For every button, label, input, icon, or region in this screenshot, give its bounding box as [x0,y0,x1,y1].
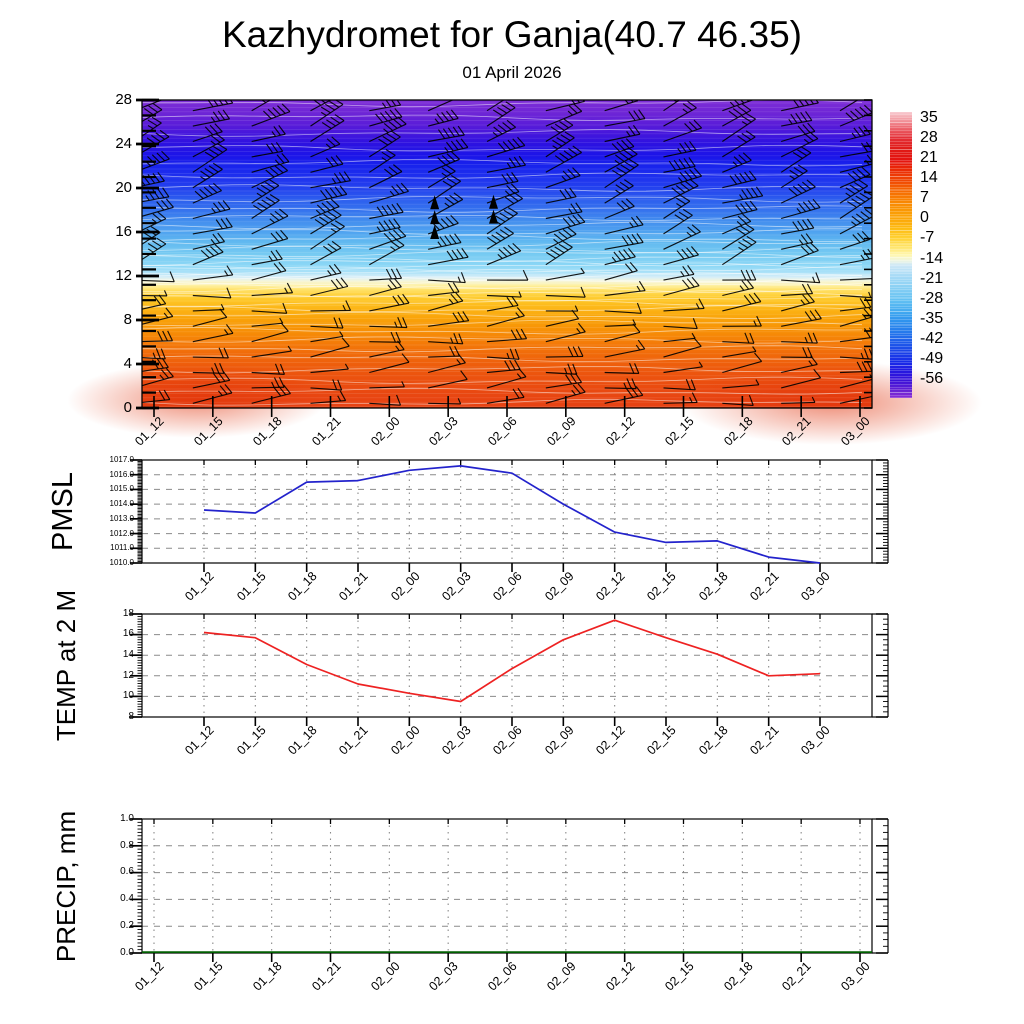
temp-plot [142,614,892,717]
colorbar-tick-label: -7 [920,229,935,247]
x-tick-label: 02_15 [661,959,697,994]
x-tick-label: 03_00 [838,959,873,994]
y-tick-label: 1015.0 [109,484,134,494]
y-tick-label: 4 [123,355,132,372]
y-tick-label: 0.0 [120,946,134,958]
y-tick-label: 18 [122,607,134,619]
cross-section-plot [142,100,872,408]
x-tick-label: 02_15 [661,414,697,449]
colorbar-tick-label: 21 [920,148,938,166]
x-tick-label: 01_15 [233,569,269,604]
colorbar-tick-label: 7 [920,189,929,207]
x-tick-label: 02_06 [485,959,520,994]
y-tick-label: 1011.0 [110,543,134,553]
x-tick-label: 02_09 [541,723,577,758]
x-tick-label: 02_00 [387,569,423,604]
x-tick-label: 01_21 [308,959,344,994]
x-tick-label: 02_09 [544,959,579,994]
x-tick-label: 02_12 [603,414,638,449]
y-tick-label: 0.2 [120,920,134,931]
x-tick-label: 01_21 [336,723,371,758]
y-tick-label: 0.4 [120,893,134,905]
y-tick-label: 0.8 [120,839,134,851]
colorbar-tick-label: -42 [920,330,944,348]
x-tick-label: 02_15 [644,569,679,604]
x-tick-label: 01_21 [336,569,371,604]
x-tick-label: 03_00 [798,569,833,604]
x-tick-label: 01_15 [191,959,226,994]
colorbar-tick-label: -14 [920,249,944,267]
y-tick-label: 1012.0 [109,528,134,538]
x-tick-label: 02_03 [426,959,462,994]
precip-plot [142,819,892,953]
y-tick-label: 0 [123,399,132,416]
x-tick-label: 02_09 [541,569,577,604]
y-tick-label: 20 [115,179,132,196]
pmsl-plot [142,460,892,563]
y-tick-label: 24 [115,135,132,152]
x-tick-label: 02_12 [593,723,628,758]
colorbar-tick-label: -28 [920,289,944,307]
x-tick-label: 03_00 [838,414,873,449]
x-tick-label: 02_18 [695,569,731,604]
x-tick-label: 02_21 [779,414,815,449]
x-tick-label: 02_18 [695,723,731,758]
x-tick-label: 01_15 [233,723,269,758]
x-tick-label: 01_15 [191,414,226,449]
x-tick-label: 02_21 [747,723,782,758]
x-tick-label: 01_12 [182,723,217,758]
x-tick-label: 01_18 [250,959,285,994]
x-tick-label: 02_12 [593,569,628,604]
x-tick-label: 02_06 [490,569,525,604]
y-tick-label: 10 [122,690,134,702]
x-tick-label: 01_12 [182,569,217,604]
x-tick-label: 02_00 [387,723,423,758]
colorbar-tick-label: 35 [920,108,938,126]
y-tick-label: 16 [115,223,132,240]
temperature-colorbar [890,112,912,398]
colorbar-tick-label: -49 [920,350,944,368]
x-tick-label: 02_09 [544,414,579,449]
y-tick-label: 1016.0 [109,469,134,479]
x-tick-label: 02_00 [367,414,403,449]
y-tick-label: 14 [122,649,134,660]
y-tick-label: 1.0 [120,812,134,824]
x-tick-label: 02_03 [426,414,462,449]
x-tick-label: 02_21 [747,569,782,604]
colorbar-tick-label: -35 [920,310,944,327]
x-tick-label: 03_00 [798,723,833,758]
x-tick-label: 02_21 [779,959,815,994]
x-tick-label: 01_12 [132,959,167,994]
y-tick-label: 28 [115,91,132,108]
x-tick-label: 01_12 [132,414,167,449]
colorbar-tick-label: 14 [920,168,938,186]
x-tick-label: 02_03 [439,569,474,604]
x-tick-label: 02_06 [485,414,520,449]
x-tick-label: 02_18 [720,959,756,994]
x-tick-label: 01_18 [285,723,320,758]
pmsl-axis-title: PMSL [46,472,79,551]
temp-axis-title: TEMP at 2 M [51,589,82,742]
precip-axis-title: PRECIP, mm [51,810,82,962]
colorbar-tick-label: 0 [920,209,929,227]
x-tick-label: 02_15 [644,723,679,758]
y-tick-label: 1014.0 [109,499,134,509]
y-tick-label: 12 [122,669,134,681]
colorbar-tick-label: -21 [920,269,944,287]
x-tick-label: 02_12 [603,959,638,994]
y-tick-label: 1010.0 [109,558,134,568]
x-tick-label: 02_18 [720,414,756,449]
y-tick-label: 8 [128,710,134,722]
y-tick-label: 8 [123,311,132,328]
x-tick-label: 01_21 [308,414,344,449]
x-tick-label: 01_18 [285,569,320,604]
y-tick-label: 1017.0 [109,455,134,465]
y-tick-label: 1013.0 [109,513,134,523]
y-tick-label: 0.6 [120,866,134,878]
x-tick-label: 02_00 [367,959,403,994]
page-title: Kazhydromet for Ganja(40.7 46.35) [222,14,802,55]
x-tick-label: 02_03 [439,723,474,758]
x-tick-label: 02_06 [490,723,525,758]
colorbar-tick-label: -56 [920,370,944,388]
y-tick-label: 16 [122,628,134,640]
page-subtitle: 01 April 2026 [462,63,562,82]
colorbar-tick-label: 28 [920,128,938,146]
x-tick-label: 01_18 [250,414,285,449]
y-tick-label: 12 [115,267,132,284]
colorbar-band-lines [890,112,912,398]
